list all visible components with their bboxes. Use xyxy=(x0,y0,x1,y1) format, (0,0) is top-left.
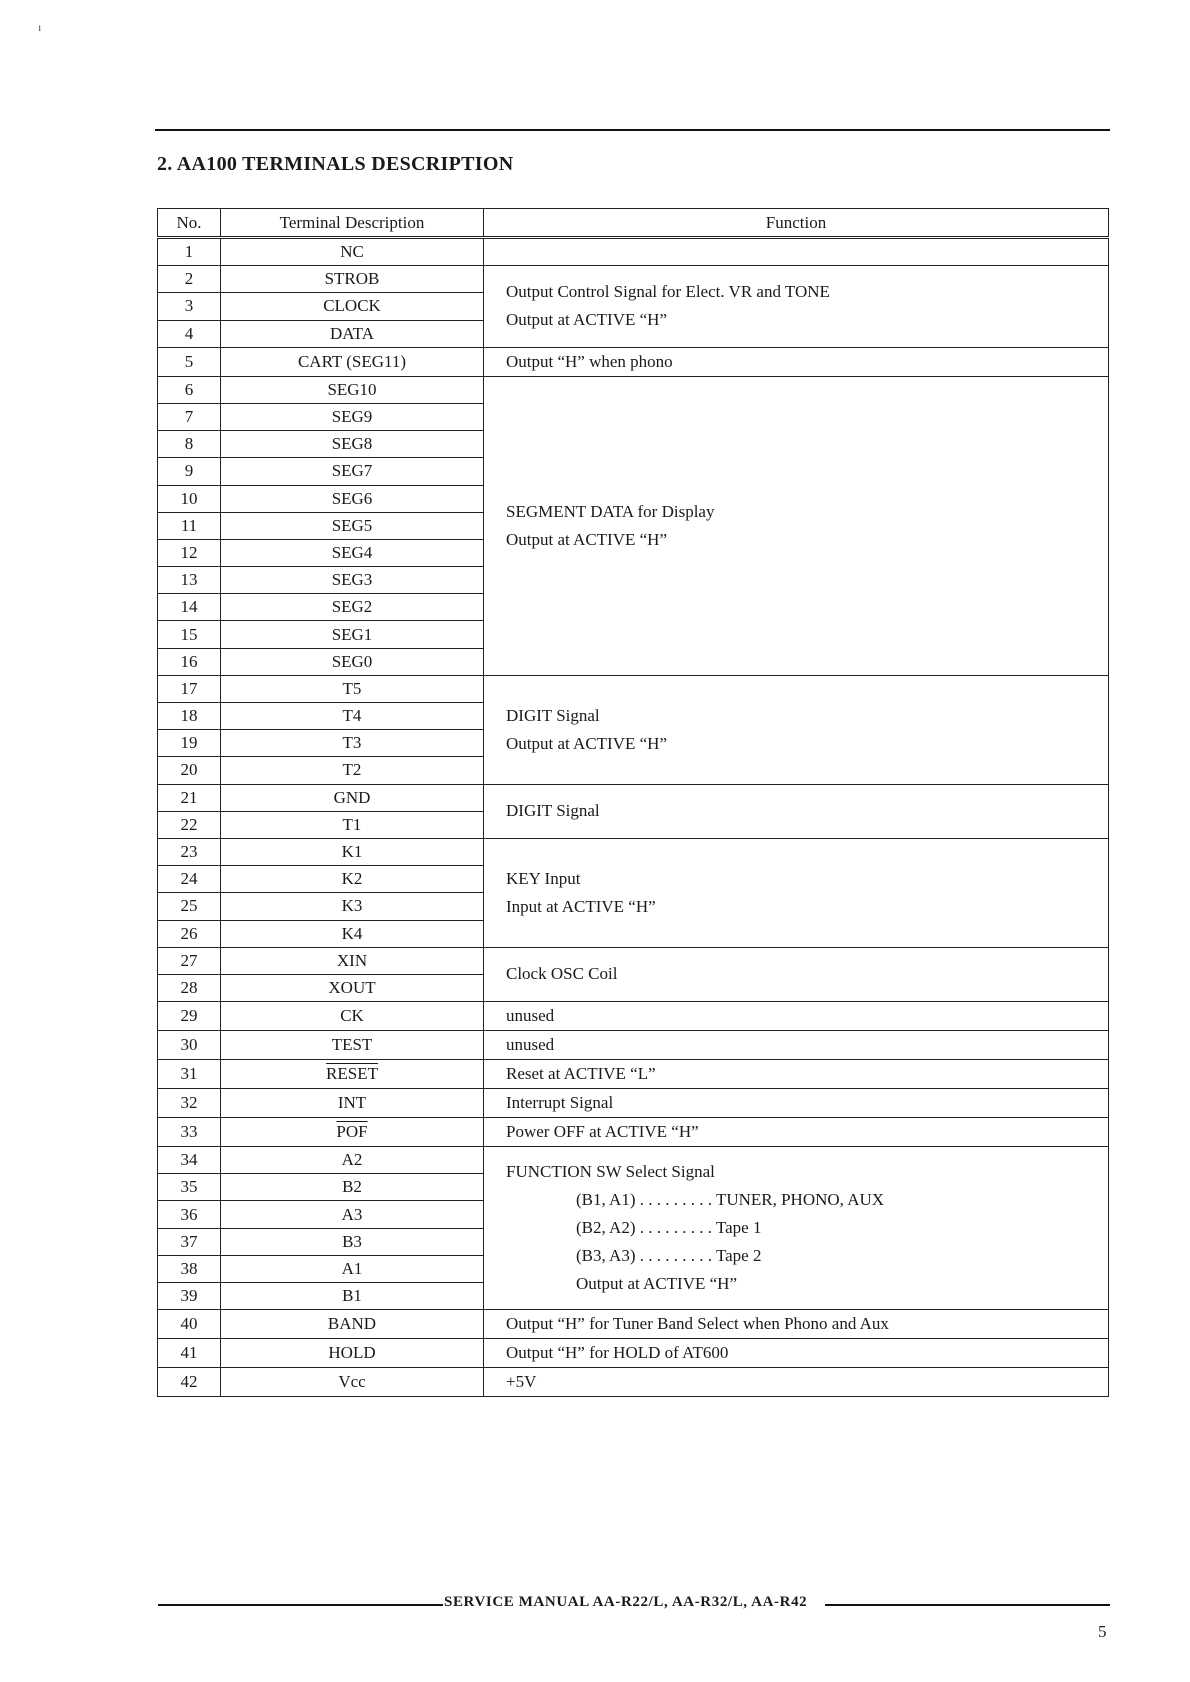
table-row xyxy=(158,1060,1109,1089)
terminal-number: 3 xyxy=(158,293,221,320)
function-line: Output at ACTIVE “H” xyxy=(576,1274,737,1294)
page-number: 5 xyxy=(1098,1622,1107,1641)
terminal-function xyxy=(484,1310,1109,1339)
table-row xyxy=(158,347,1109,376)
terminal-function xyxy=(484,1368,1109,1397)
terminal-function xyxy=(484,347,1109,376)
section-title: 2. AA100 TERMINALS DESCRIPTION xyxy=(157,153,514,175)
table-row xyxy=(158,675,1109,702)
function-line: (B3, A3) . . . . . . . . . Tape 2 xyxy=(576,1246,762,1266)
terminal-number: 4 xyxy=(158,320,221,347)
terminal-number: 38 xyxy=(158,1255,221,1282)
function-line: Output at ACTIVE “H” xyxy=(506,310,667,330)
function-line: (B1, A1) . . . . . . . . . TUNER, PHONO, AUX xyxy=(576,1190,885,1210)
terminal-number: 14 xyxy=(158,594,221,621)
terminal-function xyxy=(484,1089,1109,1118)
terminal-description: TEST xyxy=(221,1031,484,1060)
function-line: Reset at ACTIVE “L” xyxy=(506,1064,656,1084)
terminal-description: SEG7 xyxy=(221,458,484,485)
table-row xyxy=(158,1147,1109,1174)
function-line: Clock OSC Coil xyxy=(506,964,618,984)
terminal-number: 24 xyxy=(158,866,221,893)
function-line: Output Control Signal for Elect. VR and TONE xyxy=(506,282,830,302)
terminal-function xyxy=(484,1339,1109,1368)
terminal-number: 25 xyxy=(158,893,221,920)
function-line: Output “H” when phono xyxy=(506,351,673,371)
terminal-description: $\overline{POF}$ xyxy=(221,1118,484,1147)
terminal-description: GND xyxy=(221,784,484,811)
table-row xyxy=(158,1339,1109,1368)
terminal-number: 28 xyxy=(158,974,221,1001)
function-line: Power OFF at ACTIVE “H” xyxy=(506,1122,699,1142)
terminal-function xyxy=(484,947,1109,1001)
terminal-description: B3 xyxy=(221,1228,484,1255)
terminal-description: RESET xyxy=(221,1060,484,1089)
function-line: Input at ACTIVE “H” xyxy=(506,896,656,916)
terminal-description: Vcc xyxy=(221,1368,484,1397)
terminal-description: DATA xyxy=(221,320,484,347)
function-line: Output “H” for HOLD of AT600 xyxy=(506,1343,729,1363)
terminal-description: SEG1 xyxy=(221,621,484,648)
terminal-description: SEG5 xyxy=(221,512,484,539)
terminal-number: 8 xyxy=(158,431,221,458)
table-row xyxy=(158,1089,1109,1118)
terminal-number: 40 xyxy=(158,1310,221,1339)
terminal-description: T2 xyxy=(221,757,484,784)
function-line: (B2, A2) . . . . . . . . . Tape 1 xyxy=(576,1218,762,1238)
terminal-description: T3 xyxy=(221,730,484,757)
terminal-number: 10 xyxy=(158,485,221,512)
terminal-number: 33 xyxy=(158,1118,221,1147)
terminal-description: CK xyxy=(221,1002,484,1031)
terminal-number: 29 xyxy=(158,1002,221,1031)
terminal-number: 20 xyxy=(158,757,221,784)
terminal-description: T5 xyxy=(221,675,484,702)
terminal-description: SEG0 xyxy=(221,648,484,675)
terminal-number: 36 xyxy=(158,1201,221,1228)
terminal-number: 37 xyxy=(158,1228,221,1255)
terminal-description: A3 xyxy=(221,1201,484,1228)
terminal-number: 42 xyxy=(158,1368,221,1397)
terminal-function xyxy=(484,1060,1109,1089)
footer-text: SERVICE MANUAL AA-R22/L, AA-R32/L, AA-R42 xyxy=(444,1594,808,1610)
terminal-number: 27 xyxy=(158,947,221,974)
footer-rule-left xyxy=(158,1604,443,1606)
terminal-description: A1 xyxy=(221,1255,484,1282)
terminal-number: 16 xyxy=(158,648,221,675)
terminal-number: 2 xyxy=(158,266,221,293)
terminal-function xyxy=(484,1147,1109,1310)
function-line: +5V xyxy=(506,1372,537,1392)
table-row xyxy=(158,266,1109,293)
function-line: unused xyxy=(506,1006,555,1026)
terminal-description: CLOCK xyxy=(221,293,484,320)
terminal-description: SEG3 xyxy=(221,567,484,594)
corner-mark: ı xyxy=(38,20,42,34)
terminal-function xyxy=(484,675,1109,784)
terminal-description: K4 xyxy=(221,920,484,947)
terminal-description: INT xyxy=(221,1089,484,1118)
table-body xyxy=(158,238,1109,1397)
terminal-number: 30 xyxy=(158,1031,221,1060)
function-line: Output at ACTIVE “H” xyxy=(506,529,667,549)
terminal-description: K2 xyxy=(221,866,484,893)
terminal-number: 31 xyxy=(158,1060,221,1089)
terminal-number: 35 xyxy=(158,1174,221,1201)
terminal-number: 9 xyxy=(158,458,221,485)
terminal-number: 26 xyxy=(158,920,221,947)
terminal-number: 17 xyxy=(158,675,221,702)
terminal-description: B2 xyxy=(221,1174,484,1201)
terminal-function xyxy=(484,266,1109,348)
terminal-function xyxy=(484,1118,1109,1147)
terminal-function xyxy=(484,238,1109,266)
table-row xyxy=(158,838,1109,865)
terminal-description: SEG9 xyxy=(221,403,484,430)
function-line: SEGMENT DATA for Display xyxy=(506,501,715,521)
terminal-number: 34 xyxy=(158,1147,221,1174)
terminal-number: 18 xyxy=(158,703,221,730)
terminals-table xyxy=(157,208,1109,1397)
terminal-description: SEG8 xyxy=(221,431,484,458)
terminal-description: STROB xyxy=(221,266,484,293)
terminal-description: XOUT xyxy=(221,974,484,1001)
table-row xyxy=(158,376,1109,403)
table-header-row xyxy=(158,209,1109,238)
terminal-number: 22 xyxy=(158,811,221,838)
function-line: Output at ACTIVE “H” xyxy=(506,733,667,753)
table-row xyxy=(158,1118,1109,1147)
terminal-number: 7 xyxy=(158,403,221,430)
table-row xyxy=(158,238,1109,266)
function-line: Output “H” for Tuner Band Select when Phono and Aux xyxy=(506,1314,889,1334)
terminal-number: 19 xyxy=(158,730,221,757)
terminal-description: SEG2 xyxy=(221,594,484,621)
terminal-description: NC xyxy=(221,238,484,266)
function-line: unused xyxy=(506,1035,555,1055)
terminal-function xyxy=(484,838,1109,947)
terminal-description: CART (SEG11) xyxy=(221,347,484,376)
terminal-number: 23 xyxy=(158,838,221,865)
table-row xyxy=(158,1368,1109,1397)
terminal-number: 13 xyxy=(158,567,221,594)
terminal-number: 21 xyxy=(158,784,221,811)
footer-rule-right xyxy=(825,1604,1110,1606)
terminal-description: SEG6 xyxy=(221,485,484,512)
function-line: KEY Input xyxy=(506,868,581,888)
terminal-number: 5 xyxy=(158,347,221,376)
terminal-description: T4 xyxy=(221,703,484,730)
function-line: DIGIT Signal xyxy=(506,705,600,725)
top-rule xyxy=(155,129,1110,131)
table-row xyxy=(158,947,1109,974)
table-row xyxy=(158,784,1109,811)
terminal-description: K3 xyxy=(221,893,484,920)
function-line: Interrupt Signal xyxy=(506,1093,614,1113)
terminal-function xyxy=(484,376,1109,675)
terminal-function xyxy=(484,1031,1109,1060)
terminal-number: 1 xyxy=(158,238,221,266)
terminal-description: XIN xyxy=(221,947,484,974)
terminal-description: HOLD xyxy=(221,1339,484,1368)
terminal-description: SEG10 xyxy=(221,376,484,403)
terminal-number: 15 xyxy=(158,621,221,648)
terminal-description: A2 xyxy=(221,1147,484,1174)
table-row xyxy=(158,1310,1109,1339)
terminal-description: SEG4 xyxy=(221,539,484,566)
header-terminal-description: Terminal Description xyxy=(221,209,484,238)
terminal-number: 12 xyxy=(158,539,221,566)
terminal-description: K1 xyxy=(221,838,484,865)
terminal-function xyxy=(484,1002,1109,1031)
terminal-description: B1 xyxy=(221,1283,484,1310)
function-line: FUNCTION SW Select Signal xyxy=(506,1162,715,1182)
terminal-function xyxy=(484,784,1109,838)
terminal-number: 11 xyxy=(158,512,221,539)
terminal-number: 6 xyxy=(158,376,221,403)
header-function: Function xyxy=(484,209,1109,238)
table-row xyxy=(158,1002,1109,1031)
function-line: DIGIT Signal xyxy=(506,801,600,821)
table-row xyxy=(158,1031,1109,1060)
terminal-description: T1 xyxy=(221,811,484,838)
terminal-number: 39 xyxy=(158,1283,221,1310)
terminal-description: BAND xyxy=(221,1310,484,1339)
terminal-number: 41 xyxy=(158,1339,221,1368)
header-no: No. xyxy=(158,209,221,238)
terminal-number: 32 xyxy=(158,1089,221,1118)
